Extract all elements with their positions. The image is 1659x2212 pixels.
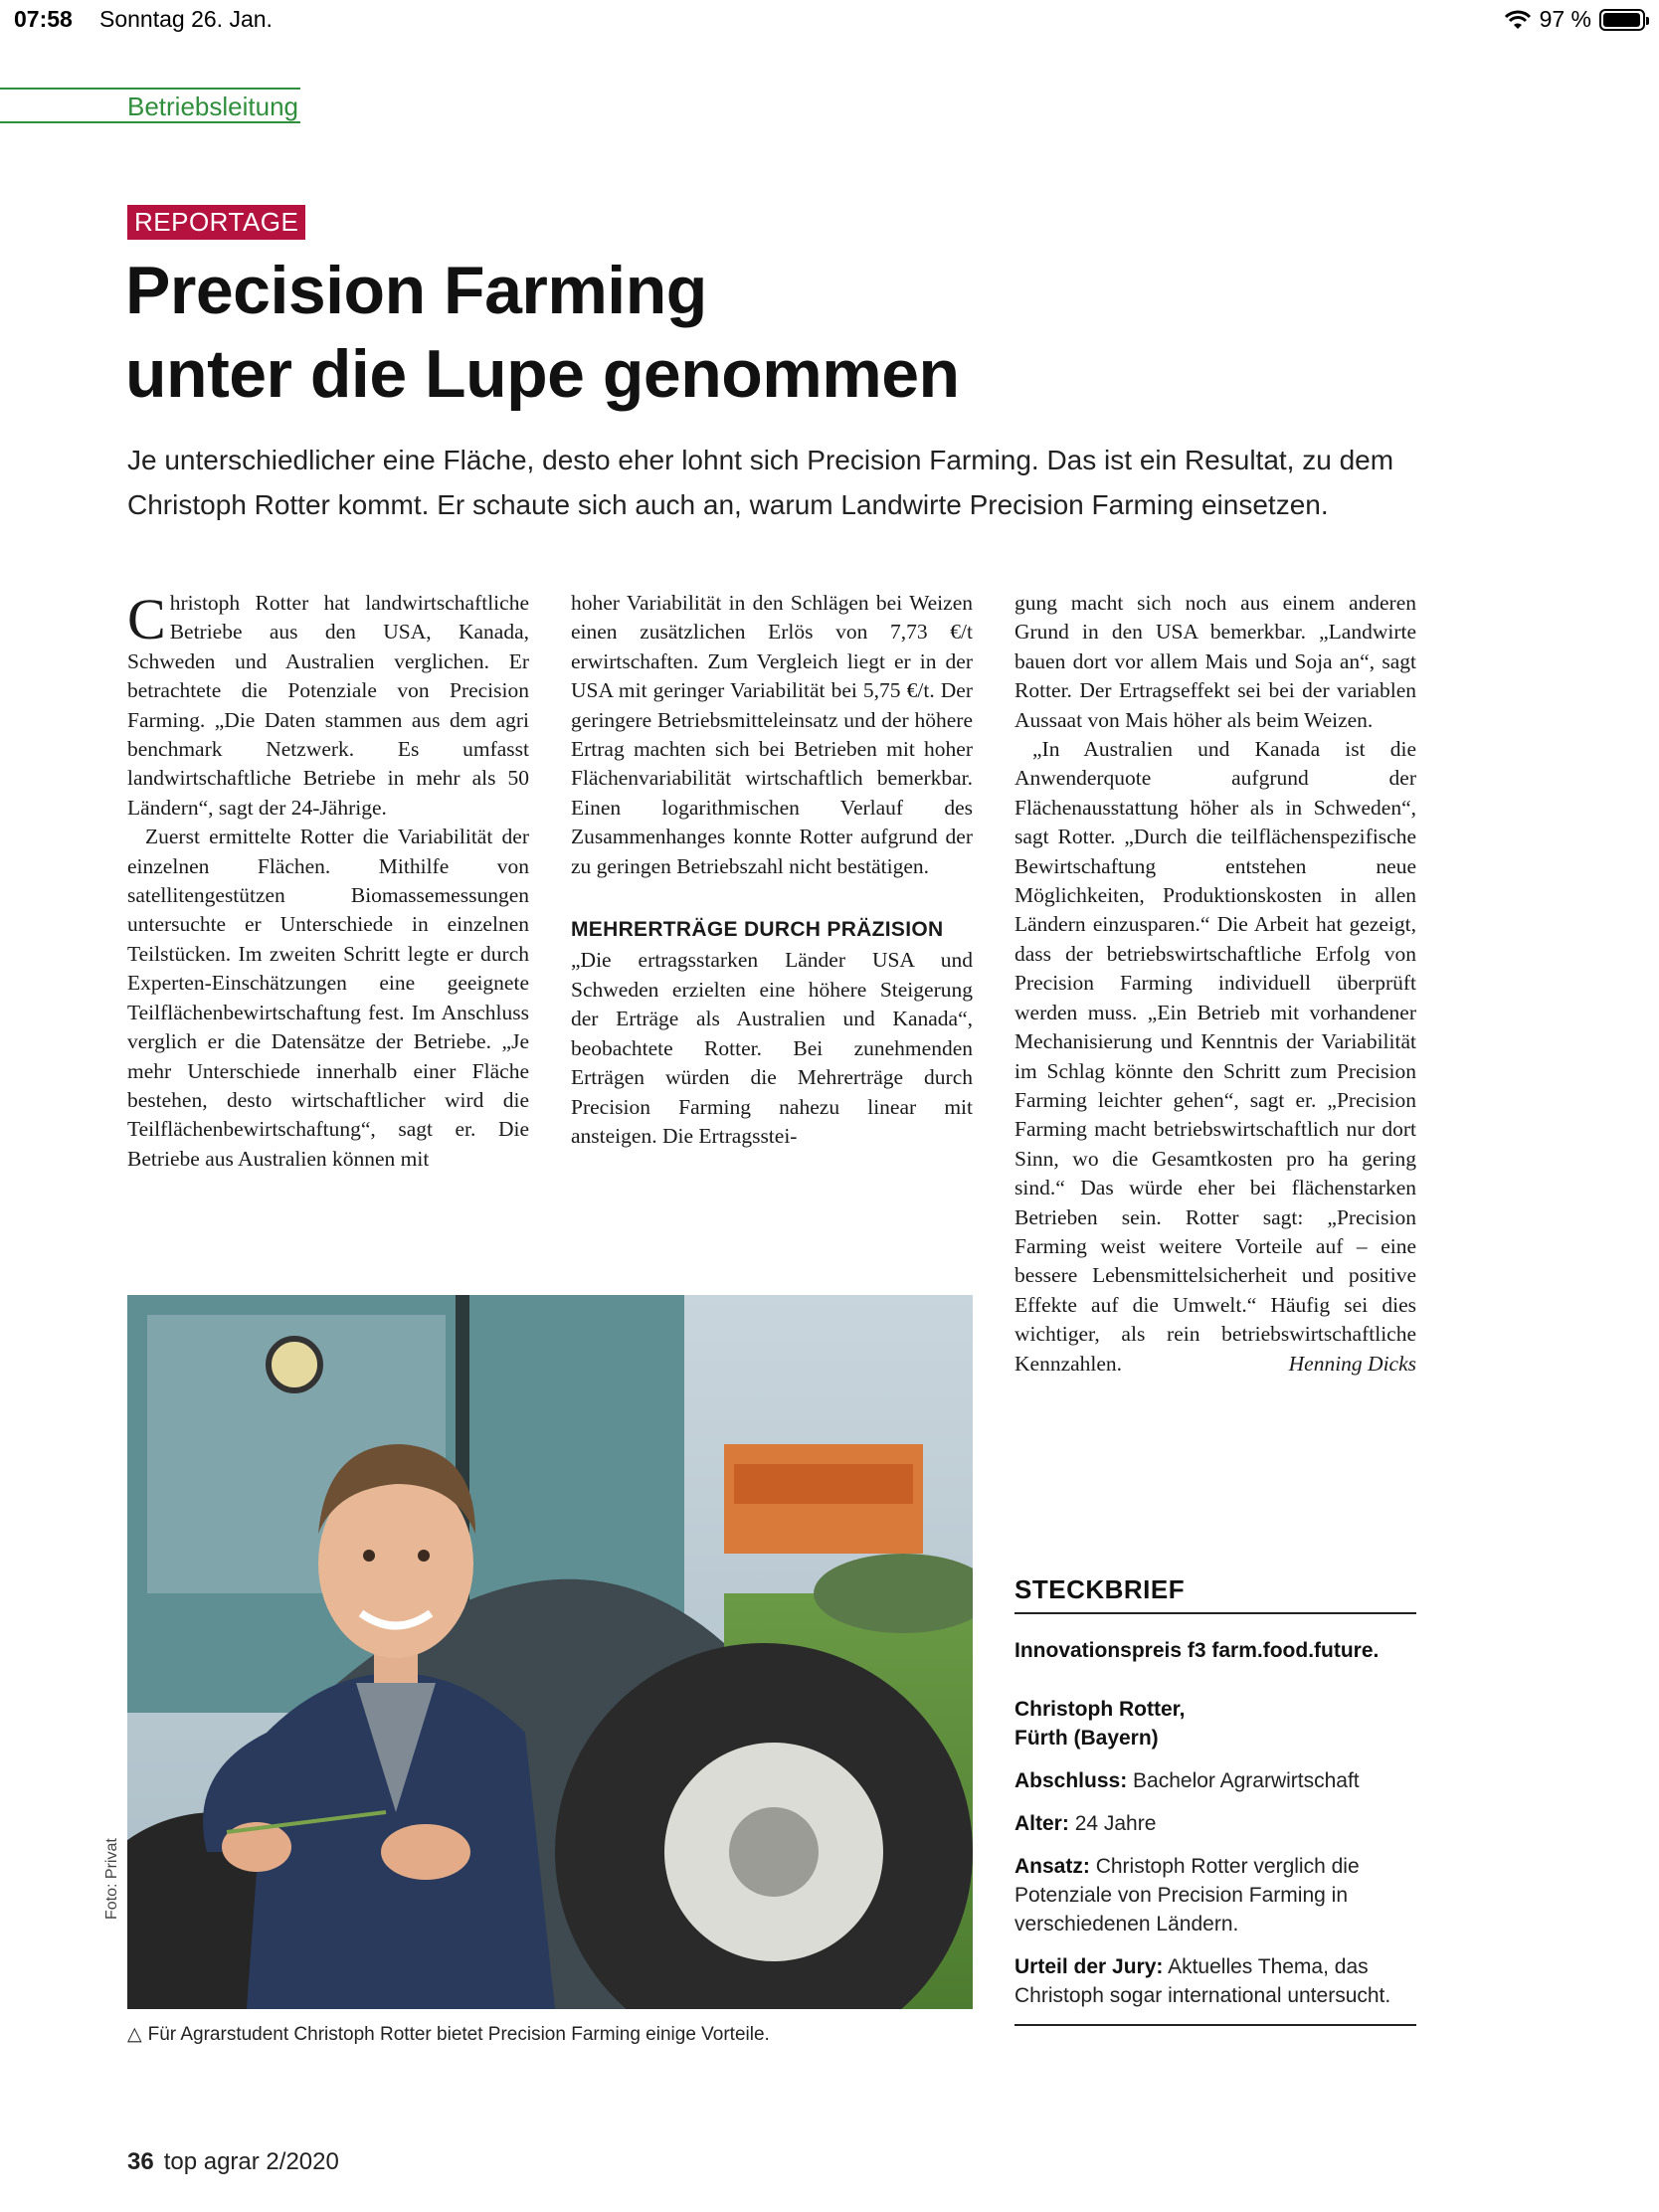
status-time: 07:58 [14,6,73,32]
article-paragraph: „Die ertragsstarken Länder USA und Schweden erzielten eine höhere Steigerung der Erträge als Australien und Kanada“, beobachtete Rotter. Bei zunehmenden Erträgen würden die Mehrerträge durch Precision Farming nahezu linear mit ansteigen. Die Ertragsstei- [571,948,973,1148]
steckbrief-name [1014,1695,1416,1752]
abschluss-value: Bachelor Agrarwirtschaft [1133,1769,1360,1792]
photo-credit: Foto: Privat [103,1838,120,1920]
article-paragraph: hoher Variabilität in den Schlägen bei Weizen einen zusätzlichen Erlös von 7,73 €/t erwirtschaften. Zum Vergleich liegt er in der USA mit geringer Variabilität bei 5,75 €/t. Der geringere Betriebsmitteleinsatz und der höhere Ertrag machten sich bei Betrieben mit hoher Flächenvariabilität wirtschaftlich bemerkbar. Einen logarithmischen Verlauf des Zusammenhanges konnte Rotter aufgrund der zu geringen Betriebszahl nicht bestätigen. [571,591,973,878]
status-bar [0,0,1659,40]
publication-name: top agrar 2/2020 [163,2148,339,2175]
urteil-value: Aktuelles Thema, das Christoph sogar international untersucht. [1014,1955,1391,2007]
steckbrief-abschluss [1014,1766,1416,1795]
photo-caption [127,2023,770,2046]
article-column-3 [1014,589,1416,1379]
article-column-1 [127,589,529,1174]
photo-illustration [127,1295,973,2009]
wifi-icon [1504,9,1532,31]
battery-fill [1603,13,1640,27]
status-date: Sonntag 26. Jan. [99,6,273,32]
article-paragraph [1014,735,1416,1379]
headline-line1: Precision Farming [125,253,707,328]
paragraph-text: „In Australien und Kanada ist die Anwenderquote aufgrund der Flächenausstattung höher als in Schweden“, sagt Rotter. „Durch die teilflächenspezifische Bewirtschaftung entstehen neue Möglichkeiten, Produktionskosten in allen Ländern einzusparen.“ Die Arbeit hat gezeigt, dass der betriebswirtschaftliche Erfolg von Precision Farming individuell überprüft werden muss. „Ein Betrieb mit vorhandener Mechanisierung und Kenntnis der Variabilität im Schlag könnte den Schritt zum Precision Farming leichter gehen“, sagt er. „Precision Farming macht betriebswirtschaftlich nur dort Sinn, wo die Gesamtkosten pro ha gering sind.“ Das würde eher bei flächenstarken Betrieben sein. Rotter sagt: „Precision Farming weist weitere Vorteile auf – eine bessere Lebensmittelsicherheit und positive Effekte auf die Umwelt.“ Häufig sei dies wichtiger, als rein betriebswirtschaftliche Kennzahlen. [1014,737,1416,1376]
steckbrief-award: Innovationspreis f3 farm.food.future. [1014,1639,1380,1662]
article-paragraph: gung macht sich noch aus einem anderen Grund in den USA bemerkbar. „Landwirte bauen dort vor allem Mais und Soja an“, sagt Rotter. Der Ertragseffekt sei bei der variablen Aussaat von Mais höher als beim Weizen. [1014,591,1416,732]
lead-paragraph: Je unterschiedlicher eine Fläche, desto eher lohnt sich Precision Farming. Das ist ein Resultat, zu dem Christoph Rotter kommt. Er schaute sich auch an, warum Landwirte Precision Farming einsetzen. [127,445,1394,520]
battery-percent: 97 % [1539,6,1591,32]
paragraph-text: hristoph Rotter hat landwirtschaftliche Betriebe aus den USA, Kanada, Schweden und Australien verglichen. Er betrachtete die Potenziale von Precision Farming. „Die Daten stammen aus dem agri benchmark Netzwerk. Es umfasst landwirtschaftliche Betriebe in mehr als 50 Ländern“, sagt der 24-Jährige. [127,591,529,820]
section-label: Betriebsleitung [127,92,298,121]
steckbrief-bottom-rule [1014,2024,1416,2026]
headline-line2: unter die Lupe genommen [125,336,960,412]
drop-cap: C [127,587,166,651]
article-paragraph: Zuerst ermittelte Rotter die Variabilität der einzelnen Flächen. Mithilfe von satellitengestützen Biomassemessungen untersuchte er Unterschiede in einzelnen Teilstücken. Im zweiten Schritt legte er durch Experten-Einschätzungen eine geeignete Teilflächenbewirtschaftung fest. Im Anschluss verglich er die Datensätze der Betriebe. „Je mehr Unterschiede innerhalb einer Fläche bestehen, desto wirtschaftlicher wird die Teilflächenbewirtschaftung“, sagt er. Die Betriebe aus Australien können mit [127,825,529,1171]
battery-icon [1599,9,1645,31]
article-column-2 [571,589,973,1151]
article-paragraph [127,589,529,823]
abschluss-label: Abschluss: [1014,1769,1128,1792]
caption-text: Für Agrarstudent Christoph Rotter bietet Precision Farming einige Vorteile. [147,2024,770,2045]
alter-value: 24 Jahre [1074,1812,1157,1835]
steckbrief-title: STECKBRIEF [1014,1575,1416,1614]
section-rule-bottom [0,121,300,123]
steckbrief-box [1014,1575,1416,2026]
triangle-icon: △ [127,2024,142,2045]
urteil-label: Urteil der Jury: [1014,1955,1164,1978]
author-name: Henning Dicks [1288,1351,1416,1376]
steckbrief-alter [1014,1809,1416,1838]
steckbrief-name-line2: Fürth (Bayern) [1014,1727,1159,1750]
ansatz-value: Christoph Rotter verglich die Potenziale von Precision Farming in verschiedenen Ländern. [1014,1855,1360,1936]
kicker-badge: REPORTAGE [127,205,305,240]
steckbrief-ansatz [1014,1852,1416,1938]
subheading: MEHRERTRÄGE DURCH PRÄZISION [571,918,944,942]
alter-label: Alter: [1014,1812,1069,1835]
ansatz-label: Ansatz: [1014,1855,1090,1878]
section-rule-top [0,88,300,90]
article-photo [127,1295,973,2009]
steckbrief-urteil [1014,1952,1416,2010]
status-right [1504,6,1645,33]
page-number: 36 [127,2148,154,2175]
page-footer [127,2148,339,2176]
headline [125,249,1418,416]
steckbrief-name-line1: Christoph Rotter, [1014,1698,1186,1721]
